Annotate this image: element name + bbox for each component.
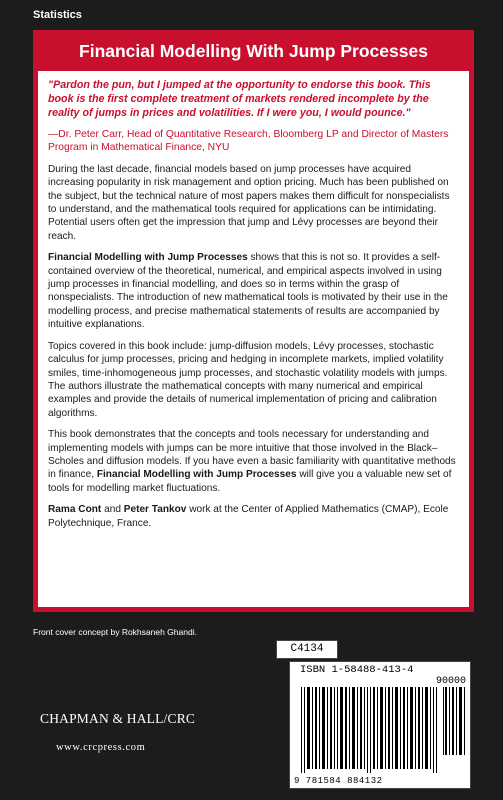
author-name-2: Peter Tankov: [123, 504, 187, 516]
paragraph-topics: Topics covered in this book include: jump-diffusion models, Lévy processes, stochastic calculus for jump processes, pricing and hedging in incomplete markets, implied volatility smiles, time-inhomogeneous jump processes, and stochastic volatility models with jumps. The authors illustrate the mathematical concepts with many numerical and empirical examples and provide the details of numerical implementation of pricing and calibration algorithms.: [48, 340, 448, 419]
barcode-number: 9 781584 884132: [294, 776, 383, 786]
paragraph-intro: During the last decade, financial models based on jump processes have acquired increasing popularity in risk management and option pricing. Much has been published on the subject, but the technical nature of most papers makes them difficult for nonspecialists to understand, and the mathematical tools required for applications can be intimidating. Potential users often get the impression that jump and Lévy processes are beyond their reach.: [48, 163, 450, 242]
book-title-inline-2: Financial Modelling with Jump Processes: [96, 469, 297, 481]
book-title-inline: Financial Modelling with Jump Processes: [48, 252, 248, 264]
price-code: 90000: [436, 676, 467, 687]
author-name-1: Rama Cont: [48, 504, 102, 516]
description-body: [38, 71, 469, 530]
endorsement-attribution: —Dr. Peter Carr, Head of Quantitative Research, Bloomberg LP and Director of Masters Program in Mathematical Finance, NYU: [48, 129, 449, 154]
isbn-text: ISBN 1-58488-413-4: [300, 664, 414, 676]
author-bio-text: work at the Center of Applied Mathematics (CMAP), Ecole Polytechnique, France.: [48, 504, 449, 529]
author-bio: [48, 503, 459, 530]
endorsement-quote: "Pardon the pun, but I jumped at the opportunity to endorse this book. This book is the first complete treatment of markets rendered incomplete by the reality of jumps in prices and volatilities. If I were you, I would pounce.": [48, 79, 431, 119]
paragraph-demonstration-end: will give you a valuable new set of tools for modelling market fluctuations.: [48, 469, 452, 494]
paragraph-overview: [48, 251, 459, 331]
author-and: and: [101, 504, 124, 516]
description-panel: [33, 30, 474, 612]
category-label: Statistics: [33, 9, 82, 21]
paragraph-demonstration-start: This book demonstrates that the concepts and tools necessary for understanding and implementing models with jumps can be more intuitive that those involved in the Black–Scholes and diffusion models. If you have even a basic familiarity with quantitative methods in finance,: [48, 429, 456, 481]
publisher-website: www.crcpress.com: [56, 742, 146, 753]
publisher-name: CHAPMAN & HALL/CRC: [40, 711, 196, 726]
paragraph-demonstration: [48, 428, 459, 495]
barcode-icon: [291, 687, 469, 775]
product-code: C4134: [276, 640, 338, 659]
cover-credit: Front cover concept by Rokhsaneh Ghandi.: [33, 627, 197, 637]
paragraph-overview-text: shows that this is not so. It provides a self-contained overview of the theoretical, numerical, and empirical aspects involved in using jump processes in financial modelling, and does so in terms within the grasp of nonspecialists. The introduction of new mathematical tools is motivated by their use in the modelling process, and precise mathematical statements of results are accompanied by intuitive explanations.: [48, 252, 448, 331]
book-title: Financial Modelling With Jump Processes: [38, 35, 469, 71]
